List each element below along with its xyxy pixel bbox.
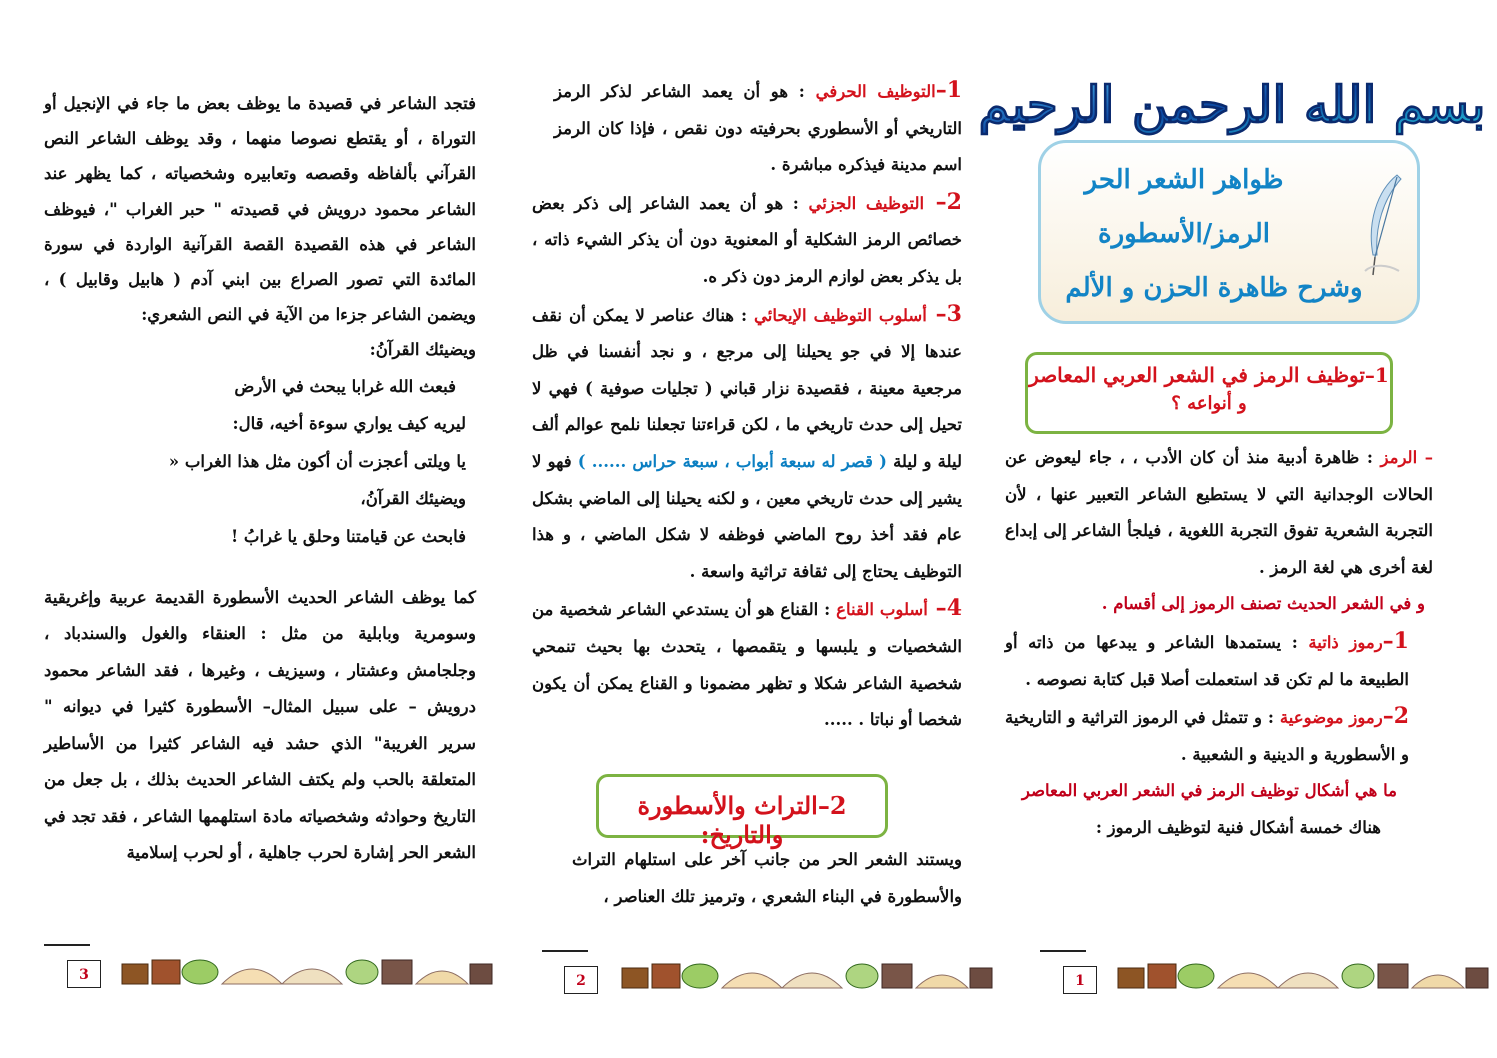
bismillah-text: بسم الله الرحمن الرحيم	[978, 75, 1486, 134]
page3-paragraph2: كما يوظف الشاعر الحديث الأسطورة القديمة عربية وإغريقية وسومرية وبابلية من مثل : العنقاء والغول والسندباد ، وجلجامش وعشتار ، وسيزيف ، وغيرها ، فقد الشاعر محمود درويش – على سبيل المثال– الأسطورة كثيرا في ديوانه " سرير الغريبة" الذي حشد فيه الشاعر كثيرا من الأساطير المتعلقة بالحب ولم يكتف الشاعر الحديث بذلك ، بل جعل من التاريخ وحوادثه وشخصياته مادة استلهمها الشاعر ، فقد تجد في الشعر الحر إشارة لحرب جاهلية ، أو لحرب إسلامية	[44, 587, 476, 863]
type2-text: : و تتمثل في الرموز التراثية و التاريخية و الأسطورية و الدينية و الشعبية .	[1005, 708, 1409, 764]
page1-body	[1005, 440, 1433, 847]
books-ornament	[612, 948, 998, 996]
item1-text: : هو أن يعمد الشاعر لذكر الرمز التاريخي أو الأسطوري بحرفيته دون نقص ، فإذا كان الرمز اسم مدينة فيذكره مباشرة .	[554, 82, 962, 175]
page1-footer-rule	[1040, 950, 1086, 952]
item1-number: 1–	[935, 77, 962, 103]
verse-line-1: فبعث الله غرابا يبحث في الأرض	[234, 376, 456, 396]
item2-number: 2–	[924, 188, 962, 215]
type2-paragraph	[1005, 698, 1433, 773]
page3-body	[44, 86, 476, 872]
item3-quote-end: )	[577, 451, 586, 471]
title-box	[1038, 140, 1420, 324]
title-line-2: الرمز/الأسطورة	[1097, 219, 1271, 249]
item3-text: : هناك عناصر لا يمكن أن نقف عندها إلا في جو يحيلنا إلى مرجع ، و نجد أنفسنا في ظل مرجعية معينة ، فقصيدة نزار قباني ( تجليات صوفية ) فهي لا تحيل إلى حدث تاريخي ما ، لكن قراءتنا تجعلنا نلمح عوالم ألف ليلة و ليلة	[532, 305, 962, 471]
books-ornament-shapes	[122, 960, 492, 984]
page2-section2-body	[572, 842, 962, 915]
ramz-paragraph	[1005, 440, 1433, 586]
title-line-3: وشرح ظاهرة الحزن و الألم	[1065, 273, 1363, 303]
section1-title-line1: 1–توظيف الرمز في الشعر العربي المعاصر	[1029, 363, 1389, 387]
page3-number: 3	[67, 960, 101, 988]
section1-heading-box	[1025, 352, 1393, 434]
quill-feather-icon	[1359, 171, 1409, 281]
item3-label: أسلوب التوظيف الإيحائي	[754, 305, 927, 325]
item1-paragraph	[532, 72, 962, 184]
page2-body	[532, 72, 962, 739]
page2-number: 2	[564, 966, 598, 994]
verse-block	[44, 368, 476, 556]
books-ornament	[1108, 948, 1494, 996]
forms-question: ما هي أشكال توظيف الرمز في الشعر العربي المعاصر	[1021, 781, 1397, 801]
item2-label: التوظيف الجزئي	[808, 193, 925, 213]
verse-line-3: يا ويلتى أعجزت أن أكون مثل هذا الغراب «	[168, 451, 466, 471]
item4-number: 4–	[927, 595, 962, 622]
verse-line-4: ويضيئك القرآنُ،	[360, 489, 466, 509]
item1-label: التوظيف الحرفي	[815, 82, 936, 101]
item4-text: : القناع هو أن يستدعي الشاعر شخصية من الشخصيات و يلبسها و يتقمصها ، يتحدث بها بحيث تنمحي شخصية الشاعر شكلا و تظهر مضمونا و القناع يمكن أن يكون شخصا أو نباتا . .....	[532, 600, 962, 730]
forms-answer: هناك خمسة أشكال فنية لتوظيف الرموز :	[1095, 817, 1381, 837]
bismillah-calligraphy	[978, 60, 1486, 150]
books-ornament-shapes	[622, 964, 992, 988]
type2-number: 2–	[1382, 703, 1410, 730]
type1-paragraph	[1005, 623, 1433, 698]
ramz-text: : ظاهرة أدبية منذ أن كان الأدب ، ، جاء ليعوض عن الحالات الوجدانية التي لا يستطيع الشاعر التعبير عنها ، لأن التجربة الشعرية تفوق التجربة اللغوية ، فيلجأ الشاعر إلى إبداع لغة أخرى هي لغة الرمز .	[1005, 448, 1433, 577]
page2-footer-rule	[542, 950, 588, 952]
section2-text: ويستند الشعر الحر من جانب آخر على استلهام التراث والأسطورة في البناء الشعري ، وترميز تلك العناصر ،	[572, 850, 962, 906]
page3-footer-rule	[44, 944, 90, 946]
type2-label: رموز موضوعية	[1279, 708, 1383, 728]
verse-line-5: فابحث عن قيامتنا وحلق يا غرابُ !	[230, 527, 466, 546]
books-ornament	[112, 944, 498, 992]
item3-text2: فهو لا يشير إلى حدث تاريخي معين ، و لكنه يحيلنا إلى الماضي بشكل عام فقد أخذ روح الماضي فوظفه لا شكل الماضي ، و هذا التوظيف يحتاج إلى ثقافة تراثية واسعة .	[532, 451, 962, 581]
books-ornament-shapes	[1118, 964, 1488, 988]
ramz-label: – الرمز	[1380, 448, 1433, 467]
page1-number: 1	[1063, 966, 1097, 994]
division-line: و في الشعر الحديث تصنف الرموز إلى أقسام .	[1101, 594, 1425, 614]
item3-quote: ( قصر له سبعة أبواب ، سبعة حراس ......	[591, 451, 887, 471]
page3-paragraph1: فتجد الشاعر في قصيدة ما يوظف بعض ما جاء في الإنجيل أو التوراة ، أو يقتطع نصوصا منهما ، وقد يوظف الشاعر النص القرآني بألفاظه وقصصه وتعابيره وشخصياته ، كما يظهر عند الشاعر محمود درويش في قصيدته " حبر الغراب "، فيوظف الشاعر في هذه القصيدة القصة القرآنية الواردة في سورة المائدة التي تصور الصراع بين ابني آدم ( هابيل وقابيل ) ، ويضمن الشاعر جزءا من الآية في النص الشعري:	[44, 94, 476, 325]
section2-title: 2–التراث والأسطورة والتاريخ:	[637, 791, 847, 849]
section1-title-line2: و أنواعه ؟	[1171, 393, 1247, 414]
type1-text: : يستمدها الشاعر و يبدعها من ذاته أو الطبيعة ما لم تكن قد استعملت أصلا قبل كتابة نصوصه .	[1005, 632, 1409, 689]
verse-intro: ويضيئك القرآنُ:	[369, 340, 476, 360]
item4-paragraph	[532, 590, 962, 738]
section2-heading-box	[596, 774, 888, 849]
item3-number: 3–	[926, 300, 962, 327]
type1-label: رموز ذاتية	[1308, 632, 1383, 652]
item2-paragraph	[532, 184, 962, 296]
item2-text: : هو أن يعمد الشاعر إلى ذكر بعض خصائص الرمز الشكلية أو المعنوية دون أن يذكر الشيء ذاته ، بل يذكر بعض لوازم الرمز دون ذكر ه.	[532, 193, 962, 286]
verse-line-2: ليريه كيف يواري سوءة أخيه، قال:	[232, 414, 466, 434]
item4-label: أسلوب القناع	[836, 600, 928, 620]
title-line-1: ظواهر الشعر الحر	[1084, 165, 1284, 195]
item3-paragraph	[532, 296, 962, 591]
type1-number: 1–	[1382, 627, 1409, 654]
